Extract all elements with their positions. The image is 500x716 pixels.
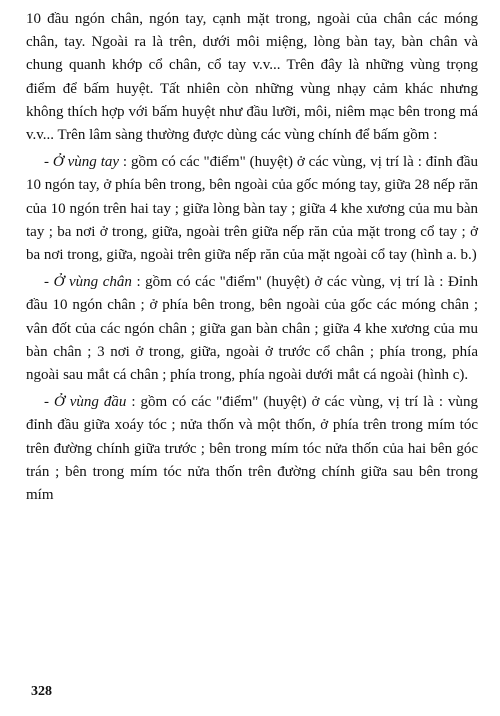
section-foot-dash: -	[44, 274, 54, 291]
section-head-dash: -	[44, 394, 54, 411]
page-body	[26, 8, 478, 507]
page-number: 328	[31, 684, 52, 699]
section-head-paragraph	[26, 391, 478, 507]
section-foot-paragraph	[26, 271, 478, 387]
section-hand-heading: Ở vùng tay	[52, 154, 120, 171]
section-foot-heading: Ở vùng chân	[53, 274, 132, 291]
section-hand-paragraph	[26, 151, 478, 267]
section-head-heading: Ở vùng đầu	[53, 394, 127, 411]
section-hand-text: : gồm có các "điểm" (huyệt) ở các vùng, vị trí là : đỉnh đầu 10 ngón tay, ở phía bên trong, bên ngoài của gốc móng tay, giữa 28 nếp răn của 10 ngón trên hai tay ; giữa lòng bàn tay ; giữa 4 khe xương của mu bàn tay ; ba nơi ở trong, giữa, ngoài trên giữa nếp răn của mặt trong cổ tay ; ở ba nơi trong, giữa, ngoài trên giữa nếp răn của mặt ngoài cổ tay (hình a. b.)	[26, 154, 478, 264]
section-hand-dash: -	[44, 154, 53, 171]
intro-paragraph: 10 đầu ngón chân, ngón tay, cạnh mặt trong, ngoài của chân các móng chân, tay. Ngoài ra là trên, dưới môi miệng, lòng bàn tay, bàn chân và chung quanh khớp cổ chân, cổ tay v.v... Trên đây là những vùng trọng điểm để bấm huyệt. Tất nhiên còn những vùng nhạy cảm khác nhưng không thích hợp với bấm huyệt như đầu lưỡi, môi, niêm mạc bên trong má v.v... Trên lâm sàng thường được dùng các vùng chính để bấm gồm :	[26, 11, 478, 144]
section-head-text: : gồm có các "điểm" (huyệt) ở các vùng, vị trí là : vùng đỉnh đầu giữa xoáy tóc ; nửa thốn và một thốn, ở phía trên trong mím tóc trên đường chính giữa trước ; bên trong mím tóc nửa thốn của hai bên góc trán ; bên trong mím tóc nửa thốn trên đường chính giữa sau bên trong mím	[26, 394, 479, 504]
section-foot-text: : gồm có các "điểm" (huyệt) ở các vùng, vị trí là : Đỉnh đầu 10 ngón chân ; ở phía bên trong, bên ngoài của gốc các móng chân ; vân đốt của các ngón chân ; giữa gan bàn chân ; giữa 4 khe xương của mu bàn chân ; 3 nơi ở trong, giữa, ngoài ở trước cổ chân ; phía trong, phía ngoài sau mắt cá chân ; phía trong, phía ngoài dưới mắt cá ngoài (hình c).	[26, 274, 479, 384]
